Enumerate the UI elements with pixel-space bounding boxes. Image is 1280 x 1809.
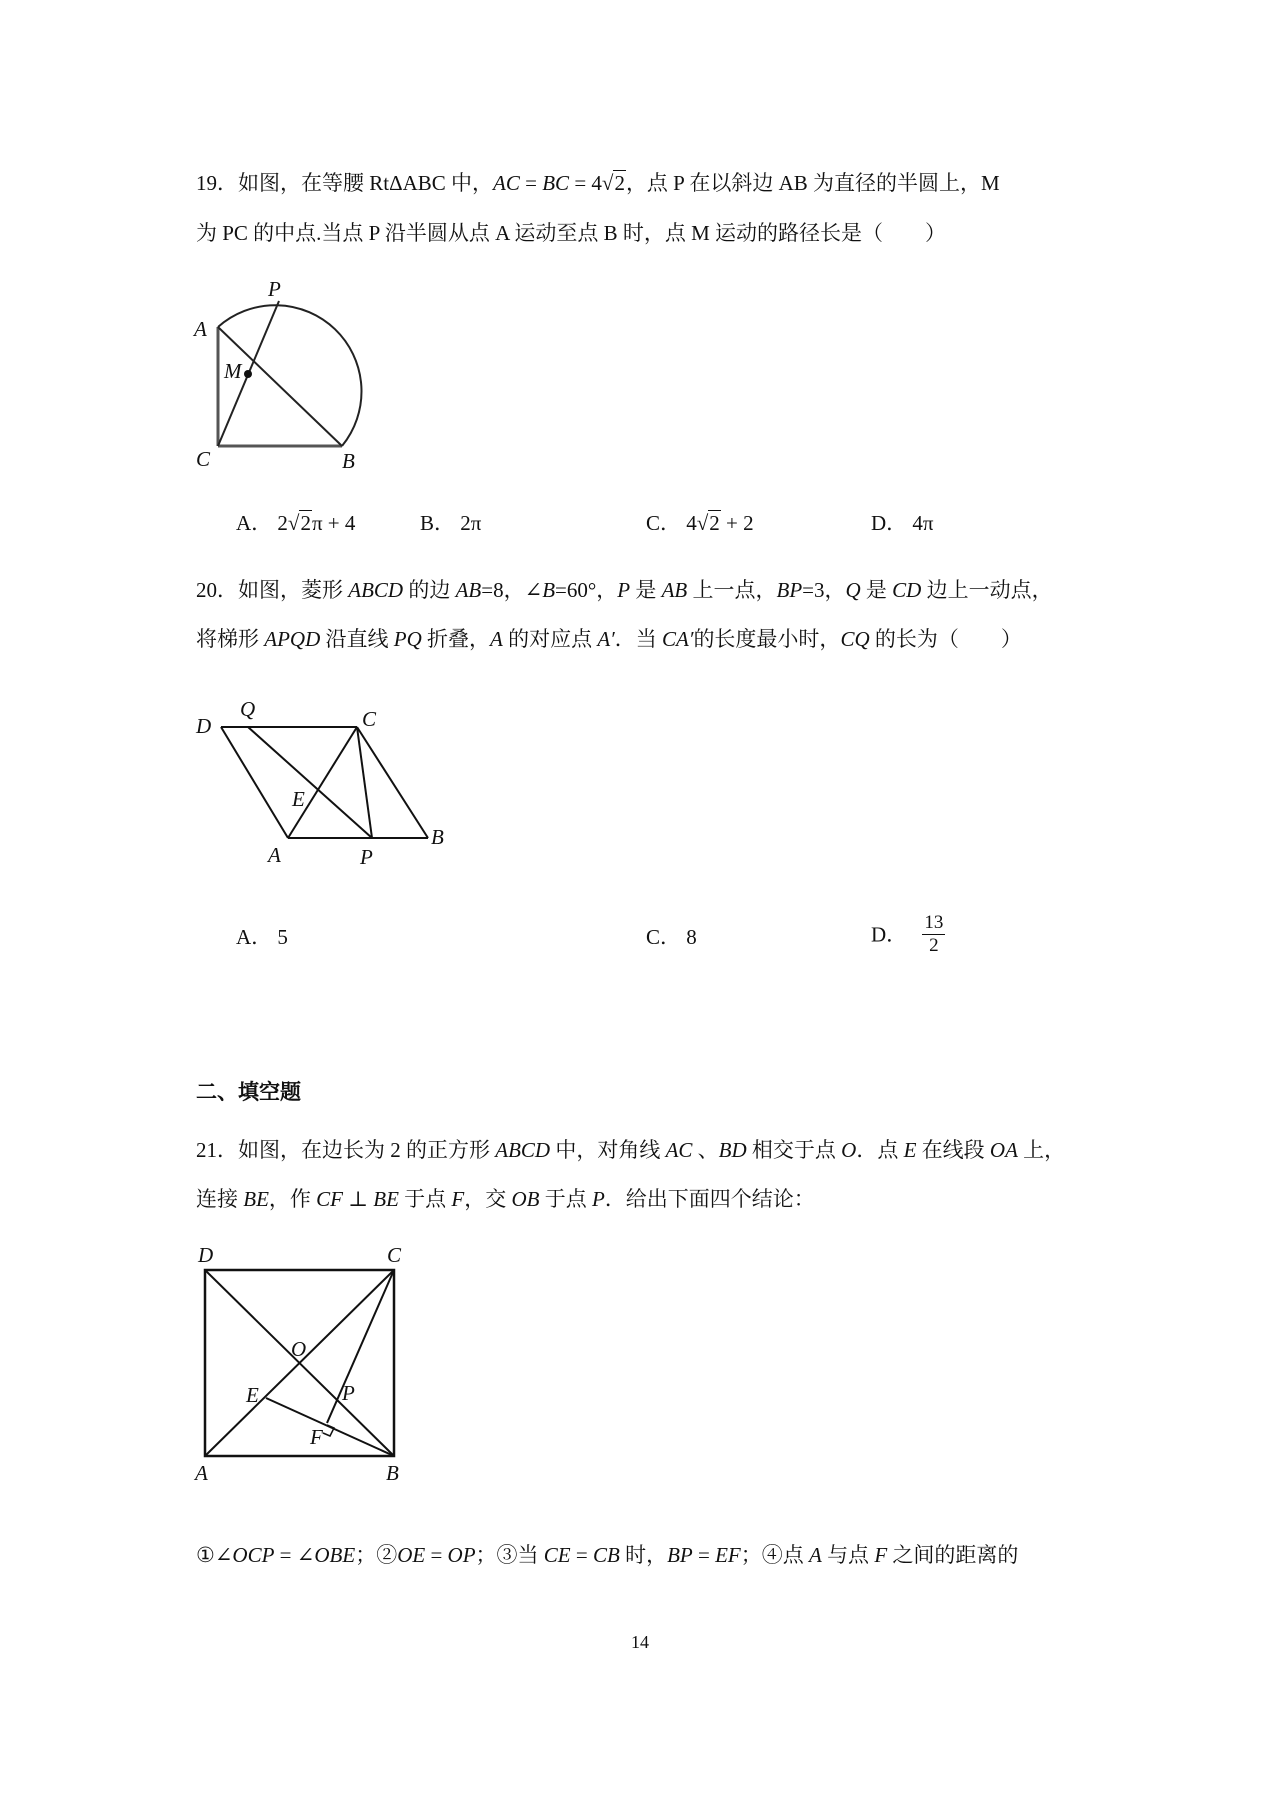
math-term: OE (397, 1543, 426, 1567)
math-term: OB (511, 1187, 540, 1211)
radicand: 2 (300, 511, 311, 535)
text-segment: 之间的距离的 (887, 1543, 1019, 1567)
text-segment: 20．如图，菱形 (196, 578, 349, 602)
label-d: D (196, 714, 212, 738)
text-segment: A． 2 (236, 511, 288, 535)
text-segment: B． 2π (420, 511, 482, 535)
math-term: OA (989, 1138, 1018, 1162)
text-segment: 19．如图，在等腰 RtΔABC 中， (196, 171, 494, 195)
text-segment: = (692, 1543, 716, 1567)
math-term: BC (542, 171, 570, 195)
page-number: 14 (631, 1632, 649, 1652)
text-segment: =60°， (555, 578, 618, 602)
label-e: E (292, 787, 305, 811)
q21-conclusions (196, 1542, 1018, 1568)
square-root (288, 510, 312, 536)
text-segment: = (425, 1543, 448, 1567)
text-segment: 中，对角线 (550, 1138, 666, 1162)
radicand: 2 (709, 511, 720, 535)
math-term: AB (661, 578, 688, 602)
text-segment: ⊥ (343, 1187, 374, 1211)
radical-sign: √ (696, 511, 709, 535)
text-segment: 时， (619, 1543, 668, 1567)
fraction (922, 912, 945, 957)
text-segment: 是 (630, 578, 662, 602)
point-m (244, 370, 252, 378)
text-segment: =8，∠ (481, 578, 543, 602)
segment-ab (218, 327, 342, 446)
math-term: OBE (314, 1543, 356, 1567)
text-segment: 上， (1017, 1138, 1066, 1162)
q20-option-a: A． 5 (236, 925, 288, 949)
text-segment: 于点 (398, 1187, 452, 1211)
label-a: A (195, 1461, 208, 1485)
math-term: A (808, 1543, 822, 1567)
label-m: M (224, 359, 242, 383)
fraction-numerator: 13 (924, 912, 944, 933)
label-p: P (342, 1381, 355, 1405)
option-d-prefix: D． (871, 922, 908, 947)
q19-option-c (646, 510, 754, 536)
math-term: BP (776, 578, 803, 602)
section-title: 二、填空题 (196, 1080, 301, 1104)
label-e: E (246, 1383, 259, 1407)
text-segment: 、 (692, 1138, 719, 1162)
math-term: EF (715, 1543, 741, 1567)
math-term: CQ (840, 627, 870, 651)
text-segment: C． 4 (646, 511, 697, 535)
label-a: A (268, 843, 281, 867)
text-segment: 连接 (196, 1187, 244, 1211)
q21-figure (205, 1270, 394, 1456)
text-segment: ；④点 (740, 1543, 809, 1567)
math-term: B (542, 578, 556, 602)
q20-option-c: C． 8 (646, 925, 697, 949)
math-term: OP (447, 1543, 476, 1567)
fraction-denominator: 2 (929, 935, 939, 956)
math-term: CD (892, 578, 922, 602)
math-term: AB (455, 578, 482, 602)
text-segment: ．点 (856, 1138, 904, 1162)
segment-cf (327, 1270, 394, 1423)
text-segment: = ∠ (274, 1543, 315, 1567)
q20-option-d (871, 912, 945, 957)
text-segment: ①∠ (196, 1543, 233, 1567)
math-term: A (490, 627, 503, 651)
text-segment: 上一点， (687, 578, 777, 602)
q19-option-b (420, 510, 481, 536)
text-segment: 于点 (539, 1187, 592, 1211)
label-b: B (386, 1461, 399, 1485)
label-c: C (362, 707, 377, 731)
text-segment: 沿直线 (320, 627, 394, 651)
text-segment: D． 4π (871, 511, 934, 535)
square-root (697, 510, 721, 536)
math-term: CB (592, 1543, 620, 1567)
math-term: AC (665, 1138, 693, 1162)
text-segment: ．给出下面四个结论： (604, 1187, 815, 1211)
math-term: F (874, 1543, 888, 1567)
q20-line-1 (196, 577, 1053, 603)
label-c: C (387, 1243, 402, 1267)
label-c: C (196, 447, 211, 471)
text-segment: 21．如图，在边长为 2 的正方形 (196, 1138, 496, 1162)
label-o: O (291, 1337, 307, 1361)
segment-cp (357, 727, 372, 838)
text-segment: 为 PC 的中点.当点 P 沿半圆从点 A 运动至点 B 时，点 M 运动的路径长是（ ） (196, 221, 947, 245)
text-segment: 的对应点 (502, 627, 598, 651)
text-segment: 相交于点 (746, 1138, 842, 1162)
math-term: Q (845, 578, 861, 602)
math-term: ABCD (348, 578, 404, 602)
text-segment: 与点 (821, 1543, 875, 1567)
label-q: Q (240, 697, 256, 721)
label-p: P (360, 845, 373, 869)
text-segment: ，交 (464, 1187, 512, 1211)
q19-option-a (236, 510, 355, 536)
math-term: OCP (232, 1543, 275, 1567)
radical-sign: √ (601, 171, 614, 195)
text-segment: ；② (355, 1543, 398, 1567)
math-term: BE (373, 1187, 399, 1211)
q20-line-2 (196, 626, 1022, 652)
label-p: P (268, 277, 281, 301)
label-a: A (194, 317, 207, 341)
text-segment: 折叠， (421, 627, 490, 651)
label-b: B (431, 825, 444, 849)
text-segment: =3， (802, 578, 846, 602)
math-term: P (617, 578, 631, 602)
text-segment: 的边 (403, 578, 456, 602)
label-f: F (310, 1425, 323, 1449)
radical-sign: √ (287, 511, 300, 535)
math-term: ABCD (495, 1138, 551, 1162)
math-term: AC (493, 171, 520, 195)
segment-ad (221, 727, 288, 838)
text-segment: 的长度最小时， (693, 627, 841, 651)
text-segment: ．当 (614, 627, 662, 651)
text-segment: ，作 (268, 1187, 317, 1211)
segment-ac (288, 727, 357, 838)
math-term: BP (667, 1543, 693, 1567)
text-segment: + 2 (720, 511, 754, 535)
math-term: APQD (264, 627, 321, 651)
math-term: P (591, 1187, 605, 1211)
radicand: 2 (614, 171, 625, 195)
segment-qp (248, 727, 372, 838)
text-segment: ，点 P 在以斜边 AB 为直径的半圆上，M (625, 171, 1000, 195)
math-term: CA′ (662, 627, 694, 651)
math-term: E (903, 1138, 917, 1162)
q21-line-1 (196, 1137, 1065, 1163)
math-term: BE (243, 1187, 269, 1211)
text-segment: ；③当 (475, 1543, 544, 1567)
math-term: CE (543, 1543, 571, 1567)
math-term: O (841, 1138, 857, 1162)
math-term: CF (316, 1187, 343, 1211)
text-segment: = (519, 171, 543, 195)
math-term: BD (718, 1138, 747, 1162)
segment-cb (357, 727, 428, 838)
math-term: A′ (597, 627, 615, 651)
text-segment: 将梯形 (196, 627, 265, 651)
q19-option-d (871, 510, 934, 536)
text-segment: 在线段 (916, 1138, 990, 1162)
text-segment: 是 (860, 578, 893, 602)
label-b: B (342, 449, 355, 473)
text-segment: = (570, 1543, 593, 1567)
math-term: F (451, 1187, 465, 1211)
text-segment: π + 4 (311, 511, 356, 535)
q21-line-2 (196, 1186, 815, 1212)
text-segment: 边上一动点， (921, 578, 1053, 602)
text-segment: 的长为（ ） (869, 627, 1022, 651)
q20-figure (221, 727, 428, 838)
label-d: D (198, 1243, 214, 1267)
text-segment: = 4 (569, 171, 602, 195)
math-term: PQ (393, 627, 422, 651)
